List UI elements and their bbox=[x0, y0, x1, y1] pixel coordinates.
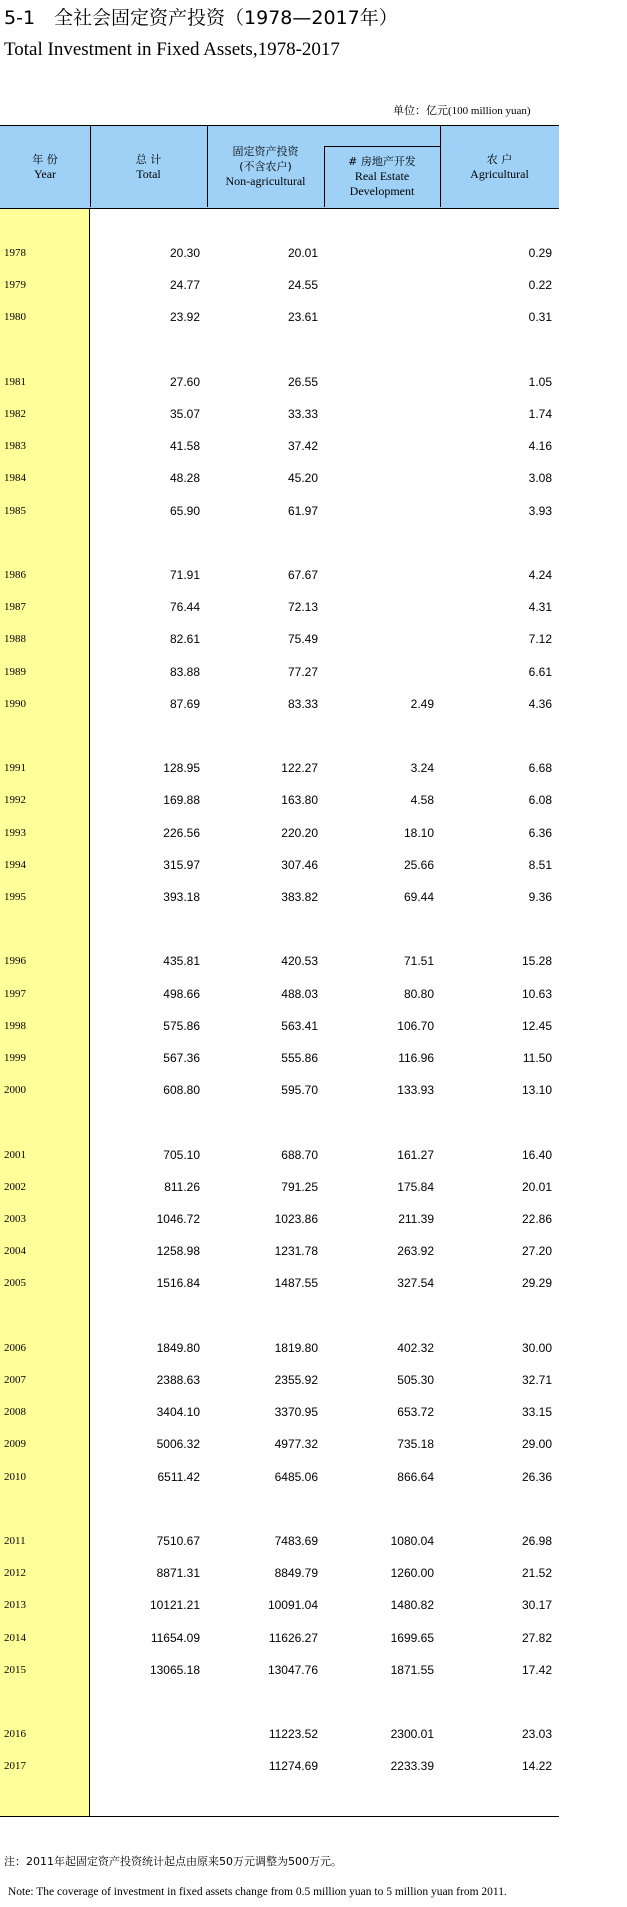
cell-non-agricultural: 122.27 bbox=[281, 761, 318, 776]
cell-total: 811.26 bbox=[164, 1179, 200, 1194]
table-row bbox=[0, 887, 559, 907]
cell-non-agricultural: 77.27 bbox=[287, 664, 318, 679]
cell-total: 65.90 bbox=[169, 503, 200, 518]
cell-agricultural: 30.17 bbox=[521, 1598, 552, 1613]
cell-year: 2001 bbox=[4, 1148, 26, 1161]
table-row bbox=[0, 1467, 559, 1487]
table-row bbox=[0, 1273, 559, 1293]
cell-agricultural: 6.68 bbox=[528, 761, 552, 776]
table-row bbox=[0, 1338, 559, 1358]
header-year-cn: 年 份 bbox=[32, 152, 58, 166]
cell-year: 2002 bbox=[4, 1180, 26, 1193]
header-re-en2: Development bbox=[349, 184, 415, 198]
table-row bbox=[0, 1724, 559, 1744]
cell-year: 1988 bbox=[4, 633, 26, 646]
cell-non-agricultural: 13047.76 bbox=[267, 1662, 318, 1677]
header-non-agricultural bbox=[207, 126, 324, 207]
cell-real-estate: 327.54 bbox=[397, 1276, 434, 1291]
table-row bbox=[0, 629, 559, 649]
cell-non-agricultural: 488.03 bbox=[281, 986, 318, 1001]
cell-non-agricultural: 383.82 bbox=[281, 890, 318, 904]
cell-agricultural: 16.40 bbox=[521, 1147, 552, 1162]
cell-total: 76.44 bbox=[169, 600, 200, 615]
cell-year: 1998 bbox=[4, 1019, 26, 1032]
cell-real-estate: 80.80 bbox=[403, 986, 434, 1001]
cell-total: 41.58 bbox=[169, 439, 200, 454]
cell-total: 5006.32 bbox=[156, 1437, 200, 1452]
cell-real-estate: 2300.01 bbox=[390, 1727, 434, 1742]
cell-total: 2388.63 bbox=[156, 1373, 200, 1387]
table-row bbox=[0, 275, 559, 295]
cell-agricultural: 9.36 bbox=[528, 890, 552, 904]
cell-real-estate: 106.70 bbox=[397, 1018, 434, 1033]
cell-real-estate: 71.51 bbox=[403, 954, 434, 969]
cell-year: 1985 bbox=[4, 504, 26, 517]
page-title-en: Total Investment in Fixed Assets,1978-2017 bbox=[4, 39, 340, 60]
cell-total: 48.28 bbox=[169, 471, 200, 486]
cell-non-agricultural: 10091.04 bbox=[267, 1598, 318, 1613]
cell-non-agricultural: 595.70 bbox=[281, 1083, 318, 1098]
cell-real-estate: 1260.00 bbox=[390, 1566, 434, 1581]
cell-total: 1516.84 bbox=[156, 1276, 200, 1291]
cell-non-agricultural: 3370.95 bbox=[274, 1405, 318, 1420]
cell-total: 35.07 bbox=[169, 407, 200, 421]
cell-total: 128.95 bbox=[163, 761, 200, 776]
cell-total: 83.88 bbox=[169, 664, 200, 679]
table-row bbox=[0, 1016, 559, 1036]
cell-real-estate: 175.84 bbox=[397, 1179, 434, 1194]
cell-year: 2003 bbox=[4, 1213, 26, 1225]
cell-agricultural: 4.24 bbox=[528, 568, 552, 582]
cell-year: 1979 bbox=[4, 279, 26, 292]
cell-total: 24.77 bbox=[169, 278, 200, 293]
table-row bbox=[0, 1595, 559, 1615]
cell-year: 1990 bbox=[4, 697, 26, 710]
table-row bbox=[0, 404, 559, 424]
cell-real-estate: 2233.39 bbox=[390, 1759, 434, 1774]
table-row bbox=[0, 823, 559, 843]
table-row bbox=[0, 662, 559, 682]
header-year-en: Year bbox=[33, 166, 57, 181]
cell-total: 3404.10 bbox=[156, 1405, 200, 1420]
cell-non-agricultural: 4977.32 bbox=[274, 1437, 318, 1452]
cell-agricultural: 14.22 bbox=[521, 1759, 552, 1774]
cell-year: 1993 bbox=[4, 826, 26, 839]
cell-non-agricultural: 75.49 bbox=[287, 632, 318, 647]
cell-non-agricultural: 11274.69 bbox=[268, 1759, 318, 1774]
cell-year: 1982 bbox=[4, 408, 26, 420]
table-row bbox=[0, 1531, 559, 1551]
cell-year: 1984 bbox=[4, 472, 26, 485]
cell-agricultural: 1.74 bbox=[528, 407, 552, 421]
cell-non-agricultural: 83.33 bbox=[287, 696, 318, 711]
cell-year: 1995 bbox=[4, 891, 26, 903]
cell-agricultural: 0.22 bbox=[528, 278, 552, 293]
cell-non-agricultural: 420.53 bbox=[281, 954, 318, 969]
cell-non-agricultural: 220.20 bbox=[281, 825, 318, 840]
table-row bbox=[0, 694, 559, 714]
table-row bbox=[0, 1145, 559, 1165]
cell-year: 1994 bbox=[4, 858, 26, 871]
cell-agricultural: 33.15 bbox=[521, 1405, 552, 1420]
cell-real-estate: 69.44 bbox=[403, 890, 434, 904]
cell-year: 1983 bbox=[4, 440, 26, 453]
cell-year: 2009 bbox=[4, 1438, 26, 1451]
table-row bbox=[0, 597, 559, 617]
cell-non-agricultural: 11626.27 bbox=[268, 1630, 318, 1645]
header-non-en: Non-agricultural bbox=[225, 174, 306, 188]
cell-real-estate: 735.18 bbox=[397, 1437, 434, 1452]
cell-non-agricultural: 1819.80 bbox=[274, 1340, 318, 1355]
cell-agricultural: 32.71 bbox=[521, 1373, 552, 1387]
cell-total: 315.97 bbox=[163, 857, 200, 872]
cell-total: 8871.31 bbox=[156, 1566, 200, 1581]
cell-year: 1991 bbox=[4, 762, 26, 775]
cell-year: 1997 bbox=[4, 987, 26, 1000]
cell-non-agricultural: 23.61 bbox=[287, 310, 318, 325]
cell-non-agricultural: 8849.79 bbox=[274, 1566, 318, 1581]
cell-year: 1992 bbox=[4, 794, 26, 807]
table-row bbox=[0, 1628, 559, 1648]
cell-non-agricultural: 791.25 bbox=[281, 1179, 318, 1194]
table-row bbox=[0, 501, 559, 521]
cell-agricultural: 0.29 bbox=[528, 246, 552, 260]
header-total-en: Total bbox=[136, 166, 161, 181]
cell-agricultural: 26.36 bbox=[521, 1469, 552, 1484]
cell-non-agricultural: 2355.92 bbox=[274, 1373, 318, 1387]
cell-non-agricultural: 61.97 bbox=[287, 503, 318, 518]
cell-non-agricultural: 7483.69 bbox=[274, 1534, 318, 1548]
cell-year: 2007 bbox=[4, 1374, 26, 1386]
cell-real-estate: 133.93 bbox=[397, 1083, 434, 1098]
cell-total: 169.88 bbox=[163, 793, 200, 808]
cell-agricultural: 4.16 bbox=[528, 439, 552, 454]
cell-total: 10121.21 bbox=[149, 1598, 200, 1613]
table-row bbox=[0, 1563, 559, 1583]
cell-total: 87.69 bbox=[169, 696, 200, 711]
cell-year: 2011 bbox=[4, 1535, 26, 1547]
cell-agricultural: 6.36 bbox=[528, 825, 552, 840]
header-total-cn: 总 计 bbox=[135, 152, 162, 166]
table-row bbox=[0, 436, 559, 456]
table-header bbox=[0, 125, 559, 209]
cell-agricultural: 10.63 bbox=[521, 986, 552, 1001]
cell-agricultural: 23.03 bbox=[521, 1727, 552, 1742]
cell-total: 7510.67 bbox=[156, 1534, 200, 1548]
cell-agricultural: 13.10 bbox=[521, 1083, 552, 1098]
table-row bbox=[0, 1370, 559, 1390]
cell-year: 1986 bbox=[4, 569, 26, 581]
note-cn: 注：2011年起固定资产投资统计起点由原来50万元调整为500万元。 bbox=[4, 1855, 342, 1868]
header-agr-en: Agricultural bbox=[470, 166, 529, 181]
cell-non-agricultural: 307.46 bbox=[281, 857, 318, 872]
cell-real-estate: 1480.82 bbox=[390, 1598, 434, 1613]
cell-year: 2015 bbox=[4, 1663, 26, 1676]
cell-real-estate: 161.27 bbox=[397, 1147, 434, 1162]
cell-year: 2005 bbox=[4, 1277, 26, 1290]
header-real-estate bbox=[324, 146, 440, 207]
cell-year: 2017 bbox=[4, 1760, 26, 1773]
cell-agricultural: 8.51 bbox=[528, 857, 552, 872]
cell-total: 498.66 bbox=[163, 986, 200, 1001]
table-row bbox=[0, 758, 559, 778]
cell-year: 2008 bbox=[4, 1406, 26, 1419]
cell-year: 2004 bbox=[4, 1245, 26, 1258]
cell-agricultural: 27.20 bbox=[521, 1244, 552, 1259]
header-non-cn1: 固定资产投资 bbox=[232, 145, 299, 158]
cell-agricultural: 3.93 bbox=[528, 503, 552, 518]
cell-real-estate: 3.24 bbox=[410, 761, 434, 776]
table-row bbox=[0, 243, 559, 263]
header-agricultural bbox=[440, 126, 559, 207]
page-title-cn: 5-1 全社会固定资产投资（1978—2017年） bbox=[4, 7, 398, 29]
cell-non-agricultural: 563.41 bbox=[281, 1018, 318, 1033]
cell-real-estate: 18.10 bbox=[403, 825, 434, 840]
cell-agricultural: 17.42 bbox=[521, 1662, 552, 1677]
cell-non-agricultural: 11223.52 bbox=[268, 1727, 318, 1742]
cell-year: 1996 bbox=[4, 955, 26, 968]
cell-non-agricultural: 33.33 bbox=[287, 407, 318, 421]
cell-non-agricultural: 67.67 bbox=[287, 568, 318, 582]
table-bottom-rule bbox=[0, 1816, 559, 1817]
cell-total: 705.10 bbox=[163, 1147, 200, 1162]
cell-non-agricultural: 26.55 bbox=[287, 374, 318, 389]
cell-agricultural: 1.05 bbox=[528, 374, 552, 389]
table-row bbox=[0, 468, 559, 488]
header-total bbox=[90, 126, 207, 207]
cell-agricultural: 30.00 bbox=[521, 1340, 552, 1355]
table-row bbox=[0, 1048, 559, 1068]
cell-agricultural: 26.98 bbox=[521, 1534, 552, 1548]
cell-total: 435.81 bbox=[163, 954, 200, 969]
cell-real-estate: 866.64 bbox=[397, 1469, 434, 1484]
header-re-cn: # 房地产开发 bbox=[348, 155, 416, 168]
cell-year: 2006 bbox=[4, 1341, 26, 1354]
cell-total: 608.80 bbox=[163, 1083, 200, 1098]
cell-agricultural: 6.08 bbox=[528, 793, 552, 808]
cell-non-agricultural: 37.42 bbox=[287, 439, 318, 454]
cell-agricultural: 6.61 bbox=[528, 664, 552, 679]
cell-total: 1258.98 bbox=[156, 1244, 200, 1259]
cell-non-agricultural: 1231.78 bbox=[274, 1244, 318, 1259]
table-row bbox=[0, 1402, 559, 1422]
cell-agricultural: 15.28 bbox=[521, 954, 552, 969]
cell-year: 1987 bbox=[4, 601, 26, 614]
cell-year: 2012 bbox=[4, 1567, 26, 1580]
table-row bbox=[0, 1080, 559, 1100]
cell-year: 1981 bbox=[4, 375, 26, 388]
cell-total: 1046.72 bbox=[156, 1212, 200, 1226]
table-row bbox=[0, 1660, 559, 1680]
cell-total: 13065.18 bbox=[149, 1662, 200, 1677]
cell-real-estate: 1871.55 bbox=[390, 1662, 434, 1677]
cell-agricultural: 27.82 bbox=[521, 1630, 552, 1645]
table-row bbox=[0, 1177, 559, 1197]
table-row bbox=[0, 1241, 559, 1261]
cell-non-agricultural: 1023.86 bbox=[274, 1212, 318, 1226]
cell-total: 23.92 bbox=[169, 310, 200, 325]
cell-total: 575.86 bbox=[163, 1018, 200, 1033]
cell-agricultural: 7.12 bbox=[528, 632, 552, 647]
cell-total: 567.36 bbox=[163, 1051, 200, 1065]
table-row bbox=[0, 855, 559, 875]
cell-non-agricultural: 1487.55 bbox=[274, 1276, 318, 1291]
cell-year: 2016 bbox=[4, 1728, 26, 1741]
cell-agricultural: 29.00 bbox=[521, 1437, 552, 1452]
cell-agricultural: 12.45 bbox=[521, 1018, 552, 1033]
note-en: Note: The coverage of investment in fixed assets change from 0.5 million yuan to 5 million yuan from 2011. bbox=[8, 1886, 507, 1898]
cell-year: 2014 bbox=[4, 1631, 26, 1644]
cell-total: 226.56 bbox=[163, 825, 200, 840]
header-non-cn2: (不含农户) bbox=[239, 160, 292, 173]
cell-non-agricultural: 163.80 bbox=[281, 793, 318, 808]
cell-non-agricultural: 6485.06 bbox=[274, 1469, 318, 1484]
cell-agricultural: 20.01 bbox=[521, 1179, 552, 1194]
cell-non-agricultural: 555.86 bbox=[281, 1051, 318, 1065]
cell-non-agricultural: 72.13 bbox=[287, 600, 318, 615]
cell-real-estate: 1699.65 bbox=[390, 1630, 434, 1645]
cell-real-estate: 25.66 bbox=[403, 857, 434, 872]
table-body bbox=[0, 209, 559, 1816]
unit-label: 单位：亿元(100 million yuan) bbox=[393, 105, 531, 117]
header-re-en1: Real Estate bbox=[354, 169, 410, 183]
cell-agricultural: 3.08 bbox=[528, 471, 552, 486]
cell-agricultural: 22.86 bbox=[521, 1212, 552, 1226]
table-row bbox=[0, 790, 559, 810]
header-agr-cn: 农 户 bbox=[486, 152, 513, 166]
cell-agricultural: 0.31 bbox=[528, 310, 552, 325]
table-row bbox=[0, 984, 559, 1004]
cell-total: 27.60 bbox=[169, 374, 200, 389]
header-year bbox=[0, 126, 90, 207]
cell-total: 393.18 bbox=[163, 890, 200, 904]
cell-real-estate: 211.39 bbox=[398, 1212, 434, 1226]
table-row bbox=[0, 951, 559, 971]
cell-real-estate: 1080.04 bbox=[390, 1534, 434, 1548]
table-row bbox=[0, 307, 559, 327]
cell-year: 2013 bbox=[4, 1599, 26, 1612]
cell-real-estate: 4.58 bbox=[410, 793, 434, 808]
cell-real-estate: 263.92 bbox=[397, 1244, 434, 1259]
table-row bbox=[0, 372, 559, 392]
cell-real-estate: 116.96 bbox=[398, 1051, 434, 1065]
cell-year: 1980 bbox=[4, 311, 26, 324]
cell-agricultural: 29.29 bbox=[521, 1276, 552, 1291]
cell-agricultural: 4.31 bbox=[528, 600, 552, 615]
cell-agricultural: 4.36 bbox=[528, 696, 552, 711]
cell-total: 1849.80 bbox=[156, 1340, 200, 1355]
cell-year: 1999 bbox=[4, 1052, 26, 1064]
cell-non-agricultural: 20.01 bbox=[287, 246, 318, 260]
cell-total: 20.30 bbox=[169, 246, 200, 260]
cell-non-agricultural: 45.20 bbox=[287, 471, 318, 486]
cell-total: 11654.09 bbox=[150, 1630, 200, 1645]
cell-year: 2000 bbox=[4, 1084, 26, 1097]
cell-year: 1978 bbox=[4, 247, 26, 259]
cell-real-estate: 2.49 bbox=[410, 696, 434, 711]
cell-agricultural: 11.50 bbox=[522, 1051, 552, 1065]
table-row bbox=[0, 1209, 559, 1229]
cell-total: 71.91 bbox=[169, 568, 200, 582]
cell-year: 2010 bbox=[4, 1470, 26, 1483]
table-row bbox=[0, 1756, 559, 1776]
cell-year: 1989 bbox=[4, 665, 26, 678]
table-row bbox=[0, 1434, 559, 1454]
cell-total: 6511.42 bbox=[157, 1469, 200, 1484]
cell-real-estate: 653.72 bbox=[397, 1405, 434, 1420]
cell-total: 82.61 bbox=[169, 632, 200, 647]
cell-real-estate: 402.32 bbox=[397, 1340, 434, 1355]
cell-agricultural: 21.52 bbox=[521, 1566, 552, 1581]
cell-non-agricultural: 688.70 bbox=[281, 1147, 318, 1162]
cell-non-agricultural: 24.55 bbox=[287, 278, 318, 293]
cell-real-estate: 505.30 bbox=[397, 1373, 434, 1387]
table-row bbox=[0, 565, 559, 585]
